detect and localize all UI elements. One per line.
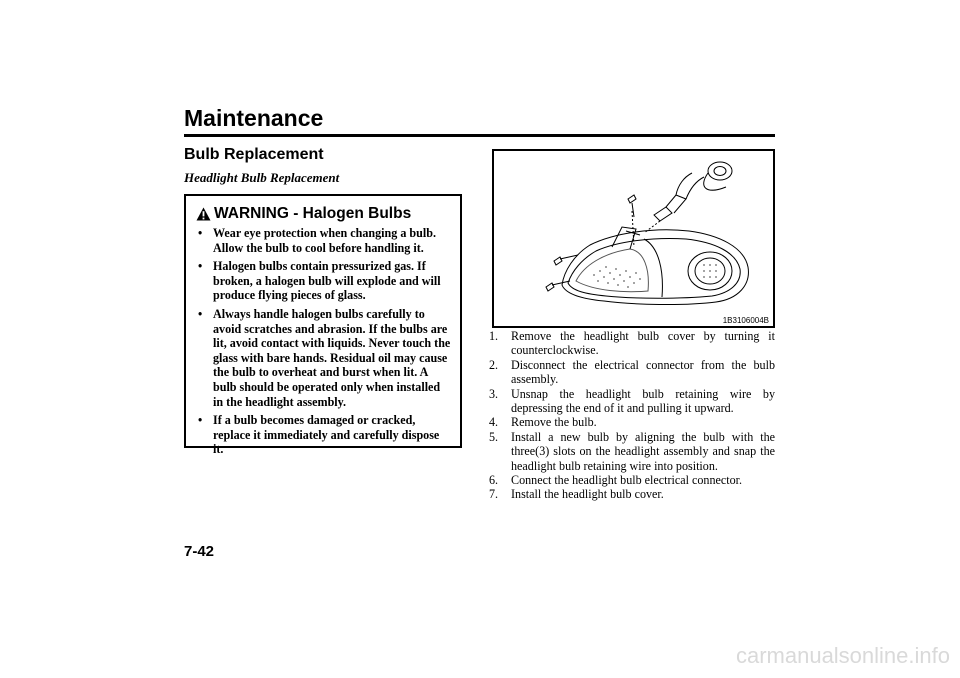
- step-item: 1. Remove the headlight bulb cover by turning it counterclockwise.: [489, 329, 775, 358]
- step-item: 5. Install a new bulb by aligning the bulb with the three(3) slots on the headlight assembly and snap the headlight bulb retaining wire into position.: [489, 429, 775, 473]
- warning-item: • If a bulb becomes damaged or cracked, replace it immediately and carefully dispose it.: [198, 413, 440, 457]
- headlight-assembly-illustration: [494, 151, 773, 326]
- step-item: 3. Unsnap the headlight bulb retaining wire by depressing the end of it and pulling it upward.: [489, 386, 775, 416]
- chapter-title: Maintenance: [184, 105, 324, 131]
- figure-id: 1B3106004B: [722, 316, 769, 325]
- warning-title: WARNING - Halogen Bulbs: [214, 205, 412, 222]
- section-title: Bulb Replacement: [184, 146, 324, 163]
- step-item: 7. Install the headlight bulb cover.: [489, 487, 664, 502]
- subsection-title: Headlight Bulb Replacement: [184, 170, 340, 185]
- step-item: 2. Disconnect the electrical connector from the bulb assembly.: [489, 357, 775, 387]
- page-number: 7-42: [184, 543, 215, 560]
- warning-item: • Wear eye protection when changing a bulb. Allow the bulb to cool before handling it.: [198, 226, 436, 255]
- headlight-diagram: [492, 149, 775, 328]
- steps-list: [489, 329, 775, 502]
- warning-list: [196, 226, 452, 457]
- warning-header: [196, 205, 452, 223]
- step-item: 4. Remove the bulb.: [489, 415, 597, 430]
- watermark: carmanualsonline.info: [735, 643, 950, 668]
- step-item: 6. Connect the headlight bulb electrical connector.: [489, 473, 743, 488]
- warning-item: • Always handle halogen bulbs carefully to avoid scratches and abrasion. If the bulbs are lit, avoid contact with liquids. Never touch the glass with bare hands. Residual oil may cause the bulb to overheat and burst when lit. A bulb should be operated only when installed in the headlight assembly.: [198, 306, 451, 409]
- warning-item: • Halogen bulbs contain pressurized gas. If broken, a halogen bulb will explode and will produce flying pieces of glass.: [198, 259, 441, 303]
- warning-triangle-icon: [196, 207, 211, 221]
- header-rule: [184, 134, 775, 137]
- warning-box: [184, 194, 462, 457]
